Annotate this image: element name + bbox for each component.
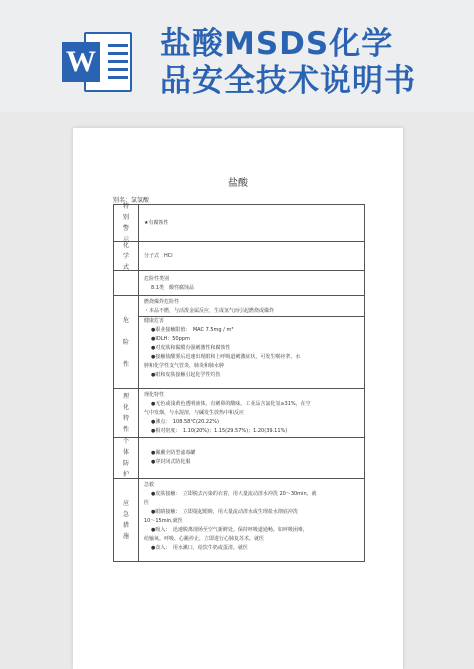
table-row: [114, 241, 364, 270]
health-hazard-line: 肿和化学性支气管炎、肺炎和肺水肿: [144, 363, 225, 369]
first-aid-heading: 急救: [144, 482, 155, 488]
word-document-icon: [62, 32, 134, 92]
row-label: 危 险 性: [114, 296, 139, 388]
first-aid-line: 10～15min,就医: [144, 518, 183, 524]
table-row: [114, 388, 364, 437]
physchem-line: ●相对密度： 1.10(20%)；1.15(29.57%)；1.20(39.11%): [151, 428, 288, 434]
row-content: [139, 242, 364, 270]
row-content: [139, 389, 364, 437]
warning-text: ★有腐蚀性: [144, 219, 169, 226]
table-row: [114, 205, 364, 241]
table-row: [114, 437, 364, 478]
first-aid-line: 医: [144, 500, 150, 506]
table-row: [114, 270, 364, 295]
row-content: [139, 271, 364, 295]
row-content: [139, 296, 364, 388]
banner-title: [160, 26, 460, 100]
health-hazard-line: ●对皮肤和黏膜有强刺激性和腐蚀性: [151, 345, 231, 351]
row-content: [139, 205, 364, 241]
document-page: [73, 128, 403, 669]
hazard-class-value: 8.1类 酸性腐蚀品: [151, 285, 194, 291]
table-row: [114, 478, 364, 561]
row-label: 特 别 警 示: [114, 205, 139, 241]
fire-hazard-heading: 燃烧爆炸危险性: [144, 299, 180, 305]
physchem-heading: 理化特性: [144, 392, 165, 398]
health-hazard-heading: 健康危害: [139, 316, 364, 326]
table-row: [114, 295, 364, 388]
physchem-line: ●沸点： 108.58℃(20.22%): [151, 419, 219, 425]
row-label: 个 体 防 护: [114, 438, 139, 478]
banner-title-line2: 品安全技术说明书: [160, 63, 416, 99]
physchem-line: ●无色或浅黄色透明液体，有刺鼻的酸味。工业品含氯化氢≥31%，在空: [151, 401, 311, 407]
health-hazard-line: ●IDLH：50ppm: [151, 336, 190, 342]
document-title: 盐酸: [228, 178, 248, 189]
row-label: 应 急 措 施: [114, 479, 139, 561]
first-aid-line: ●皮肤接触： 立即脱去污染的衣着，用大量流动清水冲洗 20～30min，就: [151, 491, 317, 497]
row-label: 理 化 特 性: [114, 389, 139, 437]
physchem-line: 气中发烟，与水混溶，与碱发生放热中和反应: [144, 410, 245, 416]
ppe-line: ●穿封闭式防化服: [151, 459, 191, 465]
row-content: [139, 438, 364, 478]
row-content: [139, 479, 364, 561]
banner: [0, 0, 474, 112]
health-hazard-line: ●接触盐酸雾后迅速出现眼和上呼吸道刺激症状，可发生喉痉挛、水: [151, 354, 301, 360]
formula-text: 分子式 HCl: [144, 252, 173, 259]
row-label: [114, 271, 139, 295]
first-aid-line: 给输氧。呼吸、心跳停止，立即进行心肺复苏术。就医: [144, 536, 265, 542]
ppe-line: ●佩戴全防型滤毒罐: [151, 450, 196, 456]
fire-hazard-text: ・本品不燃，与活泼金属反应，生成氢气而引起燃烧或爆炸: [144, 308, 275, 314]
hazard-class-heading: 危险性类别: [144, 276, 170, 282]
first-aid-line: ●吸入： 迅速脱离现场至空气新鲜处。保持呼吸道通畅。如呼吸困难，: [151, 527, 308, 533]
first-aid-line: ●眼睛接触： 立即提起眼睑，用大量流动清水或生理盐水彻底冲洗: [151, 509, 298, 515]
msds-table: [113, 204, 365, 562]
row-label: 化 学 式: [114, 242, 139, 270]
word-badge: W: [62, 42, 100, 82]
health-hazard-line: ●职业接触限值： MAC 7.5mg / m³: [151, 327, 234, 333]
health-hazard-line: ●眼和皮肤接触引起化学性灼伤: [151, 372, 221, 378]
banner-title-line1: 盐酸MSDS化学: [160, 26, 394, 62]
first-aid-line: ●食入： 用水漱口，给饮牛奶或蛋清。就医: [151, 545, 248, 551]
alias-line: 别名：氯氢酸: [113, 197, 150, 204]
